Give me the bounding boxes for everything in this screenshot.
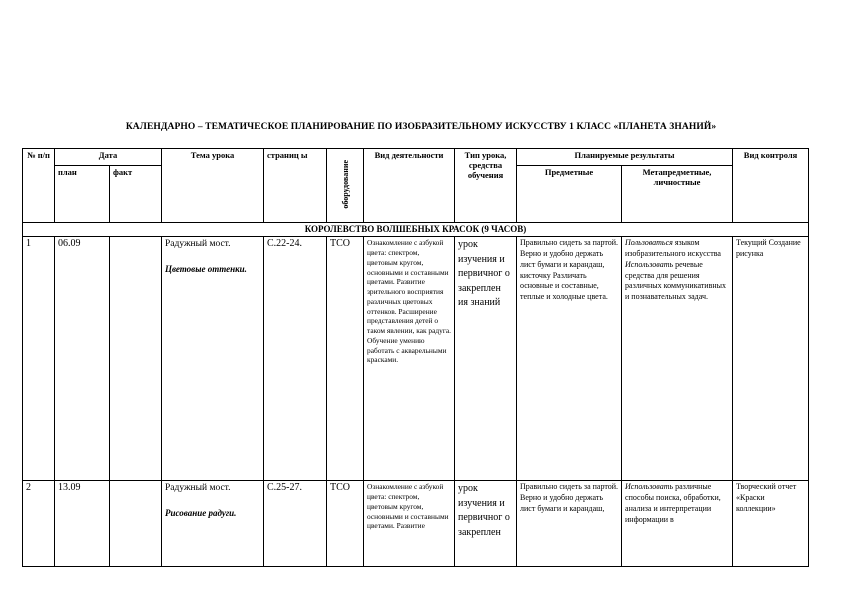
meta-lead-1: Пользоваться	[625, 238, 673, 248]
row-num: 2	[23, 481, 55, 567]
meta-text-2: речевые средства для решения различных коммуникативных и познавательных задач.	[625, 259, 727, 302]
header-fact: факт	[110, 166, 162, 223]
meta-lead-2: Использовать	[625, 259, 674, 269]
row-activity: Ознакомление с азбукой цвета: спектром, цветовым кругом, основными и составными цветами. Развитие	[364, 481, 455, 567]
meta-lead-1: Использовать	[625, 482, 674, 492]
table-row	[23, 237, 809, 481]
row-topic	[162, 237, 264, 481]
row-fact-date	[110, 481, 162, 567]
meta-text-1: языком изобразительного искусства	[625, 238, 721, 259]
topic-subtitle: Цветовые оттенки.	[165, 264, 247, 275]
row-fact-date	[110, 237, 162, 481]
topic-title: Радужный мост.	[165, 239, 231, 250]
row-lesson-type: урок изучения и первичног о закреплен	[455, 481, 517, 567]
row-meta-results	[622, 481, 733, 567]
row-plan-date: 13.09	[55, 481, 110, 567]
header-activity: Вид деятельности	[364, 149, 455, 223]
row-plan-date: 06.09	[55, 237, 110, 481]
header-subject: Предметные	[517, 166, 622, 223]
header-pages: страниц ы	[264, 149, 327, 223]
row-pages: С.22-24.	[264, 237, 327, 481]
meta-text-1: различные способы поиска, обработки, анализа и интерпретации информации в	[625, 482, 721, 524]
header-date: Дата	[55, 149, 162, 166]
document-title: КАЛЕНДАРНО – ТЕМАТИЧЕСКОЕ ПЛАНИРОВАНИЕ ПО ИЗОБРАЗИТЕЛЬНОМУ ИСКУССТВУ 1 КЛАСС «ПЛАНЕТА ЗНАНИЙ»	[125, 122, 717, 132]
row-topic	[162, 481, 264, 567]
row-subject-results: Правильно сидеть за партой. Верно и удобно держать лист бумаги и карандаш,	[517, 481, 622, 567]
table-row	[23, 481, 809, 567]
row-control: Текущий Создание рисунка	[733, 237, 809, 481]
header-control: Вид контроля	[733, 149, 809, 223]
header-lesson-type: Тип урока, средства обучения	[455, 149, 517, 223]
row-meta-results	[622, 237, 733, 481]
row-pages: С.25-27.	[264, 481, 327, 567]
row-lesson-type: урок изучения и первичног о закреплен ия знаний	[455, 237, 517, 481]
topic-subtitle: Рисование радуги.	[165, 508, 237, 519]
planning-table	[22, 148, 809, 567]
header-equipment: оборудование	[340, 160, 350, 209]
header-topic: Тема урока	[162, 149, 264, 223]
row-control: Творческий отчет «Краски коллекции»	[733, 481, 809, 567]
section-title: КОРОЛЕВСТВО ВОЛШЕБНЫХ КРАСОК (9 ЧАСОВ)	[23, 223, 809, 237]
row-equipment: ТСО	[327, 481, 364, 567]
row-activity: Ознакомление с азбукой цвета: спектром, цветовым кругом, основными и составными цветами. Развитие зрительного восприятия различных цветовых оттенков. Расширение представления детей о таком явлении, как радуга. Обучение умению работать с акварельными красками.	[364, 237, 455, 481]
row-subject-results: Правильно сидеть за партой. Верно и удобно держать лист бумаги и карандаш, кисточку Различать основные и составные, теплые и холодные цвета.	[517, 237, 622, 481]
topic-title: Радужный мост.	[165, 483, 231, 494]
row-num: 1	[23, 237, 55, 481]
header-results: Планируемые результаты	[517, 149, 733, 166]
header-plan: план	[55, 166, 110, 223]
header-meta: Метапредметные, личностные	[622, 166, 733, 223]
row-equipment: ТСО	[327, 237, 364, 481]
header-num: № п/п	[23, 149, 55, 223]
